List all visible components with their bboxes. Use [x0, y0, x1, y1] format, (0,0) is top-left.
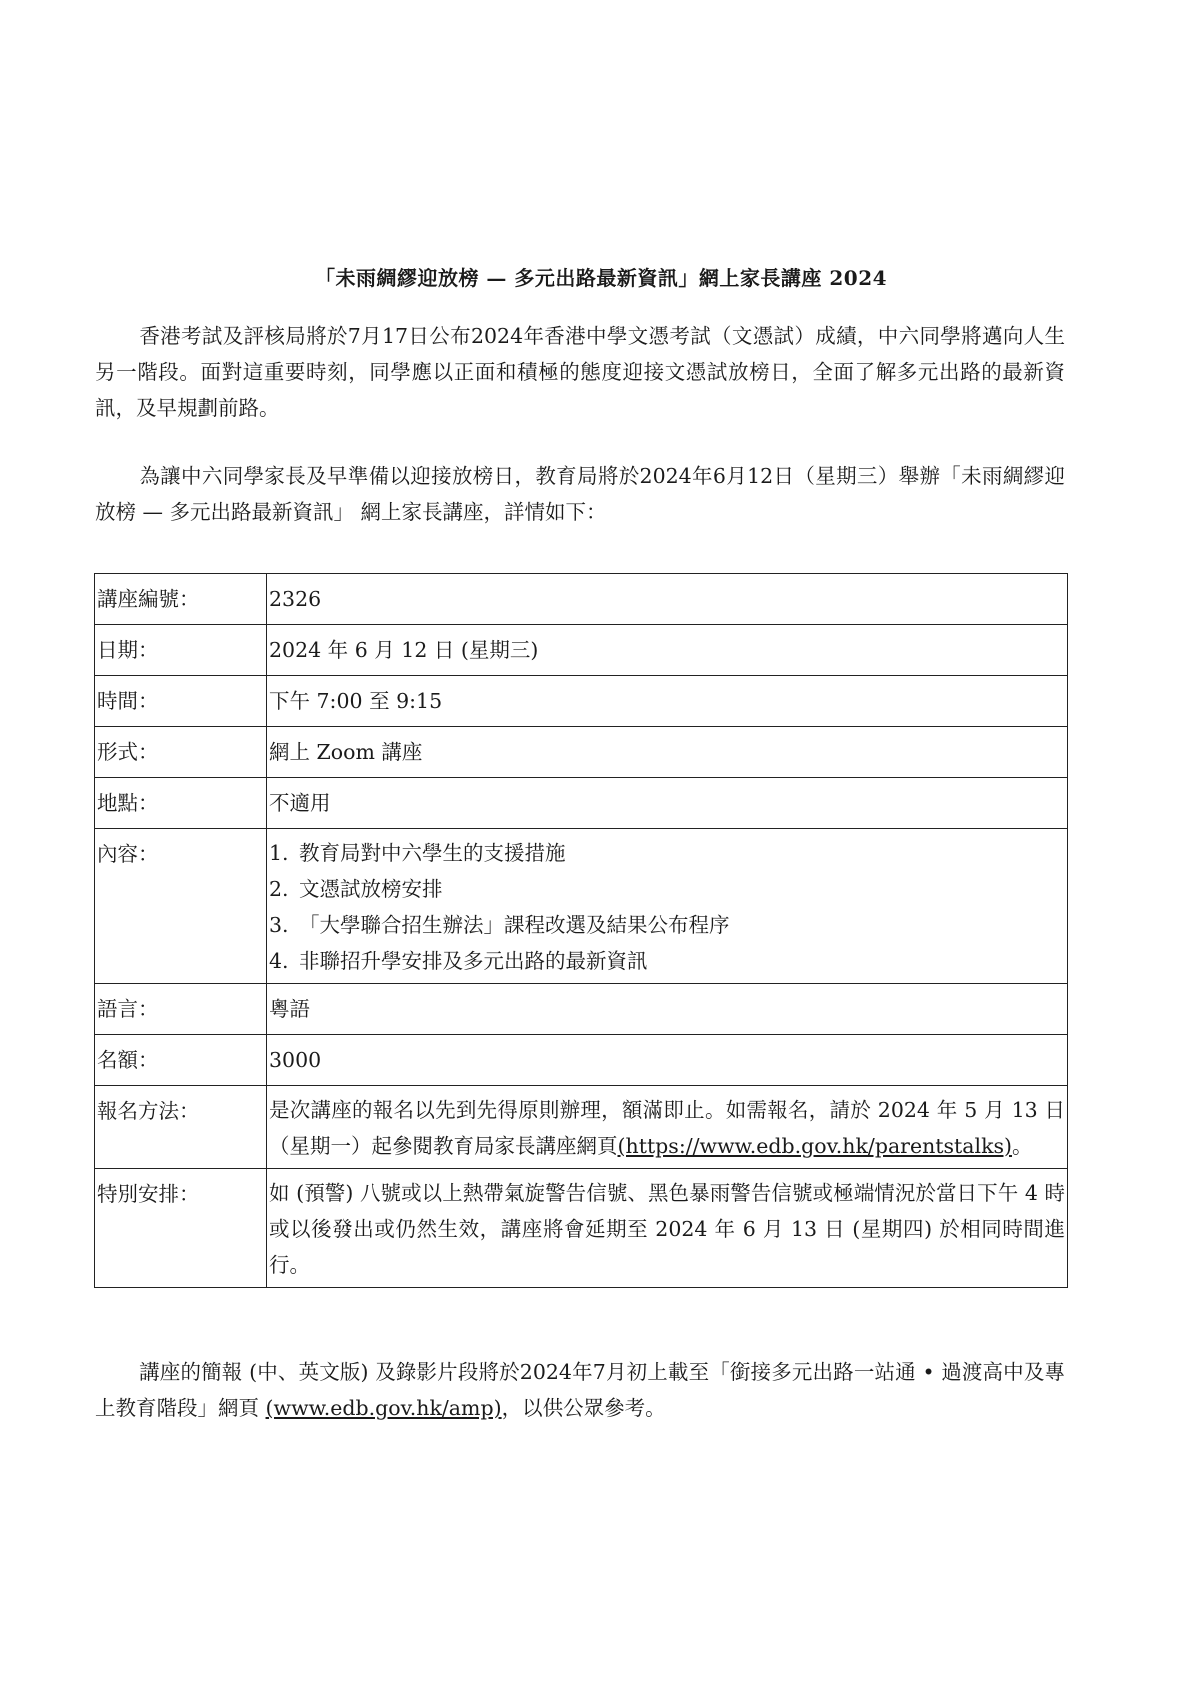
- special-arrangement-value: 如 (預警) 八號或以上熱帶氣旋警告信號、黑色暴雨警告信號或極端情況於當日下午 4 時或以後發出或仍然生效，講座將會延期至 2024 年 6 月 13 日 (星期四) 於相同時間進行。: [267, 1169, 1068, 1288]
- row-label: 時間：: [95, 676, 267, 727]
- table-row: [95, 778, 1068, 829]
- intro-paragraph-2: [95, 458, 1065, 530]
- registration-text: 是次講座的報名以先到先得原則辦理，額滿即止。如需報名，請於 2024 年 5 月 13 日（星期一）起參閱教育局家長講座網頁: [269, 1098, 1065, 1158]
- table-row: [95, 727, 1068, 778]
- list-item: [269, 835, 1065, 871]
- registration-value: [267, 1086, 1068, 1169]
- talk-code-value: 2326: [267, 574, 1068, 625]
- row-label: 形式：: [95, 727, 267, 778]
- intro-paragraph-1: [95, 318, 1065, 426]
- list-item: [269, 871, 1065, 907]
- row-label: 地點：: [95, 778, 267, 829]
- registration-end: 。: [1012, 1134, 1033, 1158]
- format-value: 網上 Zoom 講座: [267, 727, 1068, 778]
- closing-text: 講座的簡報 (中、英文版) 及錄影片段將於2024年7月初上載至「銜接多元出路一站通 • 過渡高中及專上教育階段」網頁: [95, 1360, 1065, 1420]
- list-number: 2.: [269, 877, 289, 901]
- list-number: 4.: [269, 949, 289, 973]
- venue-value: 不適用: [267, 778, 1068, 829]
- list-text: 「大學聯合招生辦法」課程改選及結果公布程序: [299, 913, 730, 937]
- parent-talks-link[interactable]: (https://www.edb.gov.hk/parentstalks): [617, 1134, 1013, 1158]
- row-label: 內容：: [95, 829, 267, 984]
- intro-paragraph-1-text: 香港考試及評核局將於7月17日公布2024年香港中學文憑考試（文憑試）成績，中六同學將邁向人生另一階段。面對這重要時刻，同學應以正面和積極的態度迎接文憑試放榜日，全面了解多元出路的最新資訊，及早規劃前路。: [95, 324, 1065, 420]
- table-row: [95, 984, 1068, 1035]
- table-row: [95, 1086, 1068, 1169]
- quota-value: 3000: [267, 1035, 1068, 1086]
- row-label: 語言：: [95, 984, 267, 1035]
- table-row: [95, 1035, 1068, 1086]
- document-title: 「未雨綢繆迎放榜 — 多元出路最新資訊」網上家長講座 2024: [314, 266, 888, 290]
- list-text: 教育局對中六學生的支援措施: [299, 841, 566, 865]
- list-text: 文憑試放榜安排: [299, 877, 443, 901]
- closing-paragraph: [95, 1354, 1065, 1426]
- row-label: 日期：: [95, 625, 267, 676]
- row-label: 講座編號：: [95, 574, 267, 625]
- language-value: 粵語: [267, 984, 1068, 1035]
- list-item: [269, 943, 1065, 979]
- table-row: [95, 625, 1068, 676]
- talk-details-table: [94, 573, 1068, 1288]
- date-value: 2024 年 6 月 12 日 (星期三): [267, 625, 1068, 676]
- amp-link[interactable]: (www.edb.gov.hk/amp): [265, 1396, 502, 1420]
- intro-paragraph-2-text: 為讓中六同學家長及早準備以迎接放榜日，教育局將於2024年6月12日（星期三）舉辦「未雨綢繆迎放榜 — 多元出路最新資訊」 網上家長講座，詳情如下：: [95, 464, 1065, 524]
- time-value: 下午 7:00 至 9:15: [267, 676, 1068, 727]
- table-row: [95, 676, 1068, 727]
- table-row: [95, 829, 1068, 984]
- list-text: 非聯招升學安排及多元出路的最新資訊: [299, 949, 648, 973]
- row-label: 特別安排：: [95, 1169, 267, 1288]
- row-label: 報名方法：: [95, 1086, 267, 1169]
- content-list: [267, 829, 1068, 984]
- list-item: [269, 907, 1065, 943]
- list-number: 1.: [269, 841, 289, 865]
- closing-end: ，以供公眾參考。: [501, 1396, 666, 1420]
- table-row: [95, 1169, 1068, 1288]
- row-label: 名額：: [95, 1035, 267, 1086]
- table-row: [95, 574, 1068, 625]
- list-number: 3.: [269, 913, 289, 937]
